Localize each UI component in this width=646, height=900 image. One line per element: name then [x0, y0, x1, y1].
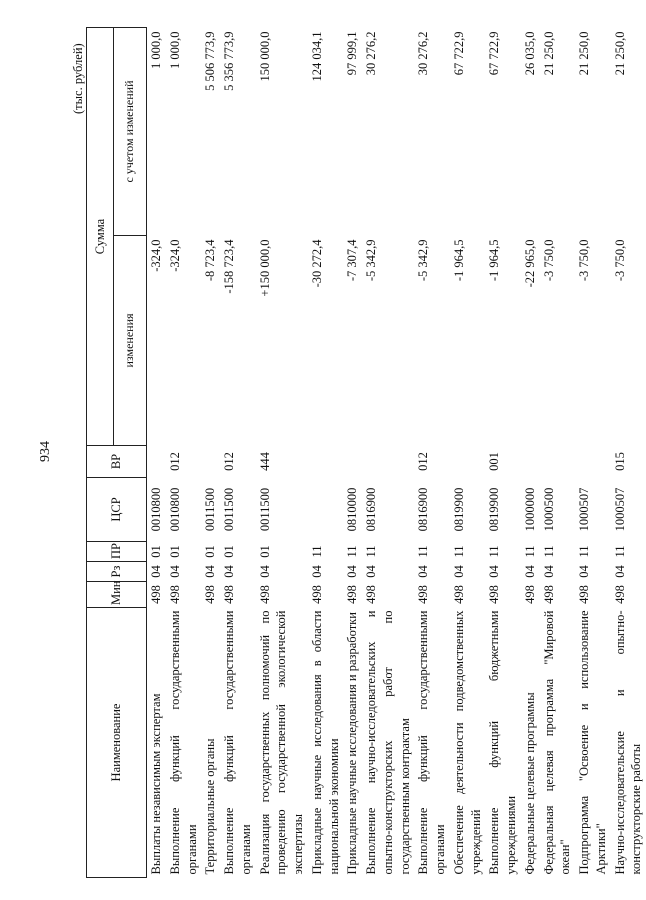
- row-min: 498: [222, 585, 236, 604]
- row-rz: 04: [487, 565, 502, 578]
- table-row: [575, 28, 611, 878]
- row-change: -3 750,0: [577, 239, 591, 282]
- header-name: Наименование: [87, 608, 147, 878]
- row-name: Научно-исследовательские и опытно-конструкторские работы: [612, 610, 644, 875]
- row-rz: 04: [203, 565, 218, 578]
- row-min: 498: [612, 585, 627, 604]
- row-rz: 04: [345, 565, 360, 578]
- row-pr: 11: [309, 545, 324, 558]
- row-min: 498: [451, 585, 466, 604]
- row-name: Федеральные целевые программы: [522, 692, 537, 875]
- row-total: 1 000,0: [149, 31, 163, 69]
- row-vr: 012: [167, 452, 182, 471]
- row-csr: 0010800: [167, 487, 182, 532]
- row-change: -22 965,0: [522, 239, 537, 288]
- header-change: изменения: [114, 236, 147, 446]
- table-row: [166, 28, 202, 878]
- row-rz: 04: [364, 565, 378, 578]
- table-row: [450, 28, 486, 878]
- row-name: Реализация государственных полномочий по проведению государственной экологической экспертизы: [257, 610, 305, 875]
- table-row: [540, 28, 576, 878]
- row-csr: 0816900: [364, 487, 378, 532]
- row-rz: 04: [149, 565, 163, 578]
- row-rz: 04: [167, 565, 182, 578]
- row-csr: 0011500: [203, 487, 218, 532]
- row-vr: [308, 446, 344, 478]
- row-change: -1 964,5: [487, 239, 502, 282]
- table-row: [611, 28, 646, 878]
- row-rz: 04: [451, 565, 466, 578]
- row-rz: 04: [541, 565, 556, 578]
- table-row: [521, 28, 540, 878]
- row-rz: 04: [309, 565, 324, 578]
- row-change: -324,0: [167, 239, 182, 272]
- row-csr: 1000507: [612, 487, 627, 532]
- row-vr: [521, 446, 540, 478]
- header-with-changes: с учетом изменений: [114, 28, 147, 236]
- row-vr: 012: [222, 452, 236, 471]
- budget-table: [86, 27, 646, 878]
- row-total: 30 276,2: [416, 31, 431, 76]
- table-row: [147, 28, 166, 878]
- table-row: [256, 28, 308, 878]
- row-change: -5 342,9: [364, 239, 378, 282]
- row-vr: [201, 446, 220, 478]
- row-min: 498: [487, 585, 502, 604]
- row-vr: 015: [612, 452, 627, 471]
- row-total: 21 250,0: [612, 31, 627, 76]
- row-name: Выполнение функций бюджетными учреждениями: [487, 610, 518, 875]
- row-total: 1 000,0: [167, 31, 182, 69]
- row-pr: 11: [577, 545, 591, 558]
- row-total: 97 999,1: [345, 31, 360, 76]
- row-min: 498: [257, 585, 272, 604]
- table-row: [220, 28, 256, 878]
- row-pr: 11: [364, 545, 378, 558]
- row-vr: 444: [257, 452, 272, 471]
- row-change: -158 723,4: [222, 239, 236, 294]
- table-row: [201, 28, 220, 878]
- table-row: [308, 28, 344, 878]
- row-pr: 01: [222, 545, 236, 558]
- row-rz: 04: [257, 565, 272, 578]
- row-name: Выполнение функций государственными органами: [222, 610, 253, 875]
- row-change: -3 750,0: [541, 239, 556, 282]
- table-row: [414, 28, 450, 878]
- row-change: -324,0: [149, 239, 163, 272]
- row-name: Федеральная целевая программа "Мировой океан": [541, 610, 573, 875]
- row-csr: 0819900: [487, 487, 502, 532]
- row-total: 30 276,2: [364, 31, 378, 76]
- row-csr: [308, 478, 344, 542]
- row-name: Подпрограмма "Освоение и использование Арктики": [577, 610, 608, 875]
- row-min: 498: [309, 585, 324, 604]
- row-change: -1 964,5: [451, 239, 466, 282]
- row-total: 5 506 773,9: [203, 31, 218, 91]
- header-sum: Сумма: [87, 28, 114, 446]
- row-min: 498: [149, 585, 163, 604]
- row-min: 498: [203, 585, 218, 604]
- row-pr: 11: [612, 545, 627, 558]
- row-change: -8 723,4: [203, 239, 218, 282]
- row-change: +150 000,0: [257, 239, 272, 297]
- row-rz: 04: [416, 565, 431, 578]
- row-vr: [343, 446, 362, 478]
- row-total: 67 722,9: [451, 31, 466, 76]
- header-row-top: [87, 28, 114, 878]
- row-total: 67 722,9: [487, 31, 502, 76]
- row-change: -3 750,0: [612, 239, 627, 282]
- table-body: [147, 28, 646, 878]
- header-min: Мин: [87, 582, 147, 608]
- row-pr: 11: [522, 545, 537, 558]
- row-total: 21 250,0: [577, 31, 591, 76]
- row-name: Прикладные научные исследования и разработки: [345, 612, 360, 875]
- row-min: 498: [522, 585, 537, 604]
- row-rz: 04: [577, 565, 591, 578]
- header-rz: Рз: [87, 562, 147, 582]
- row-rz: 04: [612, 565, 627, 578]
- row-csr: 0819900: [451, 487, 466, 532]
- row-name: Выполнение функций государственными органами: [167, 610, 199, 875]
- table-row: [485, 28, 521, 878]
- row-name: Выполнение функций государственными органами: [416, 610, 447, 875]
- row-vr: 012: [416, 452, 431, 471]
- row-vr: [540, 446, 576, 478]
- row-total: 150 000,0: [257, 31, 272, 82]
- row-vr: [362, 446, 414, 478]
- header-vr: ВР: [87, 446, 147, 478]
- row-vr: [450, 446, 486, 478]
- row-csr: 1000000: [522, 487, 537, 532]
- row-total: 21 250,0: [541, 31, 556, 76]
- row-pr: 01: [167, 545, 182, 558]
- table-row: [343, 28, 362, 878]
- row-min: 498: [541, 585, 556, 604]
- row-name: Выполнение научно-исследовательских и опытно-конструкторских работ по государственным контрактам: [364, 610, 412, 875]
- row-name: Выплаты независимым экспертам: [149, 693, 163, 875]
- header-csr: ЦСР: [87, 478, 147, 542]
- row-vr: [147, 446, 166, 478]
- row-csr: 1000507: [577, 487, 591, 532]
- row-min: 498: [364, 585, 378, 604]
- row-pr: 11: [416, 545, 431, 558]
- row-pr: 11: [541, 545, 556, 558]
- row-change: -7 307,4: [345, 239, 360, 282]
- row-csr: 1000500: [541, 487, 556, 532]
- page-number: 934: [38, 441, 53, 462]
- table-row: [362, 28, 414, 878]
- units-label: (тыс. рублей): [71, 43, 85, 114]
- row-name: Территориальные органы: [203, 738, 218, 875]
- row-min: 498: [577, 585, 591, 604]
- row-csr: 0810000: [345, 487, 360, 532]
- row-pr: 11: [451, 545, 466, 558]
- row-min: 498: [345, 585, 360, 604]
- row-pr: 11: [487, 545, 502, 558]
- row-csr: 0816900: [416, 487, 431, 532]
- row-min: 498: [416, 585, 431, 604]
- row-change: -30 272,4: [309, 239, 324, 288]
- row-pr: 01: [149, 545, 163, 558]
- header-pr: ПР: [87, 542, 147, 562]
- row-rz: 04: [222, 565, 236, 578]
- row-pr: 11: [345, 545, 360, 558]
- row-rz: 04: [522, 565, 537, 578]
- row-pr: 01: [203, 545, 218, 558]
- row-csr: 0011500: [257, 487, 272, 532]
- row-total: 124 034,1: [309, 31, 324, 82]
- row-total: 5 356 773,9: [222, 31, 236, 91]
- row-pr: 01: [257, 545, 272, 558]
- row-name: Обеспечение деятельности подведомственных учреждений: [451, 610, 483, 875]
- row-vr: 001: [487, 452, 502, 471]
- row-name: Прикладные научные исследования в области национальной экономики: [309, 610, 341, 875]
- row-change: -5 342,9: [416, 239, 431, 282]
- row-vr: [575, 446, 611, 478]
- row-min: 498: [167, 585, 182, 604]
- row-csr: 0011500: [222, 487, 236, 532]
- row-csr: 0010800: [149, 487, 163, 532]
- row-total: 26 035,0: [522, 31, 537, 76]
